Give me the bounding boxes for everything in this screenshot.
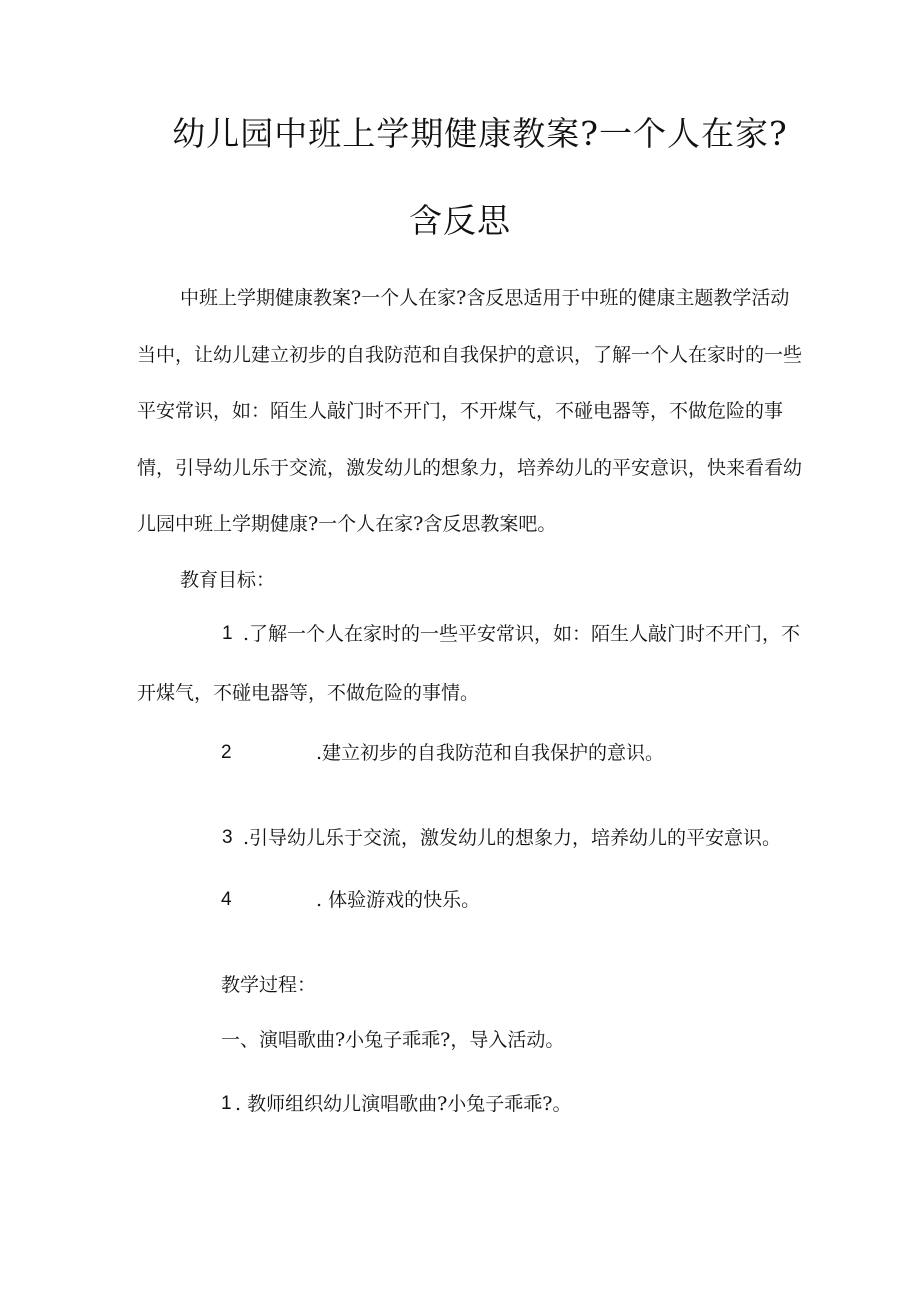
goal-number: 1 — [222, 623, 233, 644]
document-title-line-1: 幼儿园中班上学期健康教案?一个人在家? — [172, 114, 788, 153]
goal-text-continued: 开煤气，不碰电器等，不做危险的事情。 — [137, 682, 480, 704]
goal-text: . 体验游戏的快乐。 — [316, 889, 481, 911]
goal-text: .建立初步的自我防范和自我保护的意识。 — [316, 742, 665, 764]
step-number: 1 — [221, 1093, 232, 1114]
intro-line: 情，引导幼儿乐于交流，激发幼儿的想象力，培养幼儿的平安意识，快来看看幼 — [137, 457, 803, 479]
goal-text: .了解一个人在家时的一些平安常识，如：陌生人敲门时不开门，不 — [243, 623, 801, 645]
goal-number: 3 — [222, 827, 233, 848]
step-text: . 教师组织幼儿演唱歌曲?小兔子乖乖?。 — [235, 1093, 572, 1115]
intro-line: 儿园中班上学期健康?一个人在家?含反思教案吧。 — [137, 513, 557, 535]
document-title-line-2: 含反思 — [409, 201, 511, 240]
goals-heading: 教育目标： — [180, 569, 276, 591]
intro-line: 平安常识，如：陌生人敲门时不开门，不开煤气，不碰电器等，不做危险的事 — [137, 400, 784, 422]
goal-number: 2 — [221, 742, 232, 763]
goal-number: 4 — [221, 889, 232, 910]
goal-text: .引导幼儿乐于交流，激发幼儿的想象力，培养幼儿的平安意识。 — [243, 827, 782, 849]
intro-line: 中班上学期健康教案?一个人在家?含反思适用于中班的健康主题教学活动 — [180, 287, 790, 309]
section-heading: 一、演唱歌曲?小兔子乖乖?，导入活动。 — [221, 1029, 565, 1051]
intro-line: 当中，让幼儿建立初步的自我防范和自我保护的意识，了解一个人在家时的一些 — [137, 344, 803, 366]
process-heading: 教学过程： — [221, 974, 317, 996]
